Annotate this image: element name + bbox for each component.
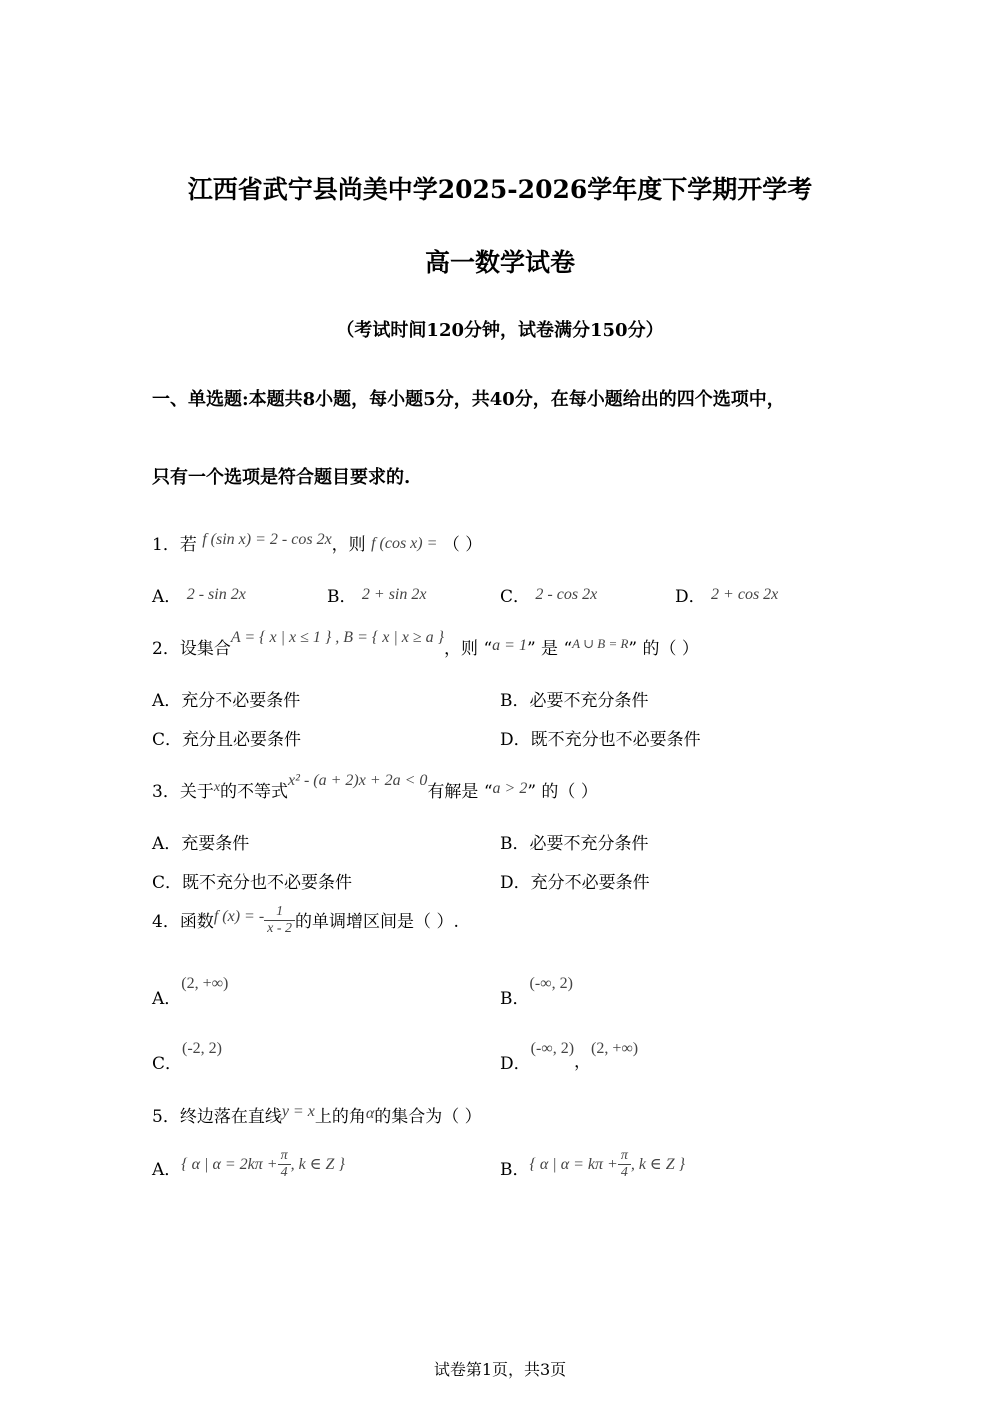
option-d <box>500 1037 639 1074</box>
question-number: 2． <box>152 639 180 659</box>
option-text: 既不充分也不必要条件 <box>182 873 353 893</box>
option-text: 充分不必要条件 <box>181 691 301 711</box>
fraction-numerator: π <box>618 1148 631 1165</box>
question-number: 5． <box>152 1107 180 1127</box>
option-label: B． <box>500 834 530 854</box>
option-a <box>152 829 249 854</box>
option-math: 2 + cos 2x <box>711 586 779 603</box>
page-footer: 试卷第1页，共3页 <box>433 1360 567 1379</box>
option-text: 必要不充分条件 <box>529 834 649 854</box>
section-heading-cont: 只有一个选项是符合题目要求的. <box>152 467 411 488</box>
option-label: A． <box>152 989 182 1009</box>
question-text: ” 是 “ <box>526 639 573 659</box>
option-separator: ， <box>574 1052 592 1072</box>
option-label: B． <box>500 1160 530 1181</box>
exam-title: 江西省武宁县尚美中学2025-2026学年度下学期开学考 <box>187 175 813 204</box>
fraction-numerator: π <box>278 1148 291 1165</box>
math-expression: x² - (a + 2)x + 2a < 0 <box>288 772 428 789</box>
math-expression: y = x <box>281 1103 315 1120</box>
option-label: C． <box>152 730 183 750</box>
fraction-numerator: 1 <box>264 904 295 921</box>
option-label: A． <box>152 691 182 711</box>
math-expression: f (x) = - <box>213 908 265 926</box>
question-text: 上的角 <box>314 1107 366 1127</box>
option-text: 充分且必要条件 <box>182 730 302 750</box>
option-math: (-∞, 2) <box>529 975 573 992</box>
option-label: D． <box>500 730 531 750</box>
option-math: 2 + sin 2x <box>361 586 427 603</box>
option-d <box>675 582 778 607</box>
question-text: 有解是 “ <box>427 782 493 802</box>
math-expression: A ∪ B = R <box>572 636 629 651</box>
question-text: ，则 <box>331 535 366 555</box>
question-4 <box>152 906 459 939</box>
option-label: A． <box>152 1160 182 1181</box>
option-b <box>500 972 573 1009</box>
question-text: ” 的（ ） <box>527 782 598 802</box>
question-text: 的集合为（ ） <box>374 1107 482 1127</box>
option-c <box>152 868 352 893</box>
question-1 <box>152 530 482 555</box>
option-a <box>152 686 300 711</box>
option-c <box>152 1037 222 1074</box>
option-c <box>152 725 301 750</box>
math-expression: f (sin x) = 2 - cos 2x <box>202 531 332 548</box>
math-expression: f (cos x) = <box>371 535 438 552</box>
question-text: 设集合 <box>179 639 231 659</box>
question-number: 4． <box>152 912 180 933</box>
option-a <box>152 972 229 1009</box>
option-text: 必要不充分条件 <box>529 691 649 711</box>
option-text: 既不充分也不必要条件 <box>530 730 701 750</box>
option-label: A． <box>152 587 182 607</box>
option-label: C． <box>500 587 531 607</box>
question-text: 若 <box>179 535 197 555</box>
option-c <box>500 582 597 607</box>
option-d <box>500 868 650 893</box>
math-fraction <box>618 1148 631 1181</box>
question-3 <box>152 772 598 802</box>
fraction-denominator: 4 <box>620 1165 628 1181</box>
option-b <box>500 1148 685 1181</box>
option-math: (-2, 2) <box>182 1040 222 1057</box>
option-math: { α | α = 2kπ + <box>181 1156 278 1174</box>
question-number: 3． <box>152 782 180 802</box>
option-b <box>500 829 649 854</box>
math-expression: a > 2 <box>492 780 528 797</box>
option-label: D． <box>500 1054 531 1074</box>
option-label: D． <box>675 587 706 607</box>
option-label: D． <box>500 873 531 893</box>
option-label: B． <box>500 989 530 1009</box>
option-b <box>500 686 649 711</box>
math-variable: α <box>365 1105 375 1122</box>
option-a <box>152 1148 345 1181</box>
math-expression: a = 1 <box>492 637 527 654</box>
section-heading: 一、单选题:本题共8小题，每小题5分，共40分，在每小题给出的四个选项中， <box>152 389 785 410</box>
exam-subtitle: 高一数学试卷 <box>424 248 575 277</box>
math-variable: x <box>213 780 221 795</box>
option-label: A． <box>152 834 182 854</box>
option-label: C． <box>152 1054 183 1074</box>
fraction-denominator: x - 2 <box>267 921 293 937</box>
question-number: 1． <box>152 535 180 555</box>
option-math: { α | α = kπ + <box>529 1156 618 1174</box>
question-text: 的单调增区间是（ ）. <box>295 912 459 933</box>
question-text: 关于 <box>179 782 214 802</box>
option-text: 充分不必要条件 <box>530 873 650 893</box>
option-d <box>500 725 701 750</box>
option-math: (2, +∞) <box>181 975 229 992</box>
option-math: (-∞, 2) <box>530 1040 575 1057</box>
math-fraction <box>278 1148 291 1181</box>
fraction-denominator: 4 <box>280 1165 288 1181</box>
question-text: 终边落在直线 <box>179 1107 282 1127</box>
option-label: B． <box>500 691 530 711</box>
option-label: C． <box>152 873 183 893</box>
question-text: ” 的（ ） <box>628 639 699 659</box>
question-5 <box>152 1102 482 1127</box>
option-b <box>327 582 426 607</box>
question-2 <box>152 629 699 659</box>
math-expression: A = { x | x ≤ 1 } , B = { x | x ≥ a } <box>230 629 445 646</box>
math-fraction <box>264 904 295 937</box>
option-math: , k ∈ Z } <box>630 1156 686 1174</box>
option-math: 2 - sin 2x <box>186 586 246 603</box>
option-text: 充要条件 <box>181 834 250 854</box>
option-a <box>152 582 246 607</box>
option-math: , k ∈ Z } <box>290 1156 345 1174</box>
option-math: (2, +∞) <box>591 1040 639 1057</box>
question-text: ，则 “ <box>444 639 493 659</box>
question-text: 的不等式 <box>220 782 289 802</box>
question-text: 函数 <box>179 912 214 933</box>
answer-blank: （ ） <box>442 535 483 555</box>
exam-info: （考试时间120分钟，试卷满分150分） <box>336 320 664 341</box>
option-label: B． <box>327 587 357 607</box>
option-math: 2 - cos 2x <box>535 586 598 603</box>
